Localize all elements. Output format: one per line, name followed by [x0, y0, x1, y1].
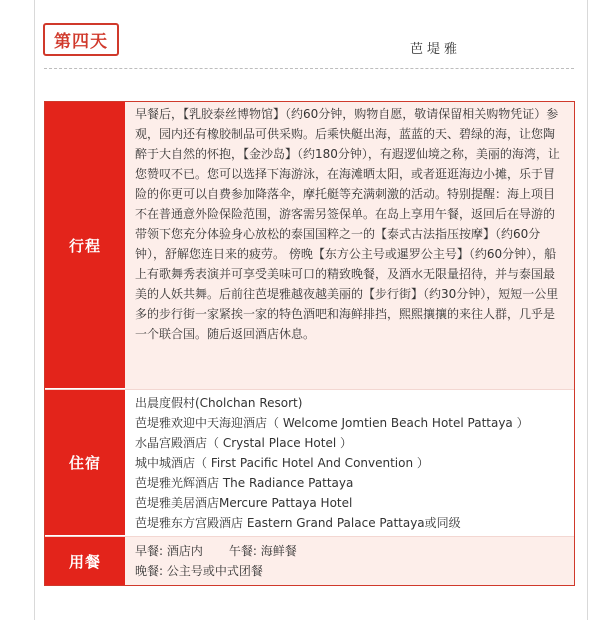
dashed-divider [44, 68, 574, 69]
hotel-list [125, 390, 574, 536]
meal-label: 用餐 [45, 537, 125, 585]
hotel-item: 芭堤雅东方宫殿酒店 Eastern Grand Palace Pattaya或同级 [135, 516, 461, 530]
hotel-item: 城中城酒店（ First Pacific Hotel And Convention ） [135, 456, 429, 470]
dinner-text: 晚餐: 公主号或中式团餐 [135, 564, 263, 578]
schedule-label: 行程 [45, 102, 125, 389]
day-city: 芭堤雅 [410, 42, 462, 57]
hotel-row [45, 390, 574, 537]
meal-list [125, 537, 574, 585]
day-badge: 第四天 [43, 23, 119, 56]
meal-row [45, 537, 574, 585]
meal-line-1 [135, 541, 566, 561]
meal-line-2 [135, 561, 566, 581]
lunch-text: 午餐: 海鲜餐 [228, 544, 297, 558]
schedule-text: 早餐后，【乳胶泰丝博物馆】（约60分钟，购物自愿，敬请保留相关购物凭证）参观，园内还有橡胶制品可供采购。后乘快艇出海，蓝蓝的天、碧绿的海，让您陶醉于大自然的怀抱，【金沙岛】（约180分钟），有遐逻仙境之称，美丽的海湾，让您赞叹不已。您可以选择下海游泳，在海滩晒太阳，或者逛逛海边小摊，乐于冒险的你更可以自费参加降落伞，摩托艇等充满刺激的活动。特别提醒：海上项目不在普通意外险保险范围，游客需另签保单。在岛上享用午餐，返回后在导游的带领下您充分体验身心放松的泰国国粹之一的【泰式古法指压按摩】（约60分钟），舒解您连日来的疲劳。 傍晚【东方公主号或暹罗公主号】（约60分钟），船上有歌舞秀表演并可享受美味可口的精致晚餐，及酒水无限量招待，并与泰国最美的人妖共舞。后前往芭堤雅越夜越美丽的【步行街】（约30分钟），短短一公里多的步行街一家紧挨一家的特色酒吧和海鲜排挡，熙熙攘攘的来往人群，几乎是一个联合国。随后返回酒店休息。 [125, 102, 574, 389]
schedule-row [45, 102, 574, 390]
hotel-item: 芭堤雅光辉酒店 The Radiance Pattaya [135, 476, 354, 490]
itinerary-table [44, 101, 575, 586]
hotel-item: 芭堤雅美居酒店Mercure Pattaya Hotel [135, 496, 353, 510]
hotel-label: 住宿 [45, 390, 125, 536]
hotel-item: 芭堤雅欢迎中天海迎酒店（ Welcome Jomtien Beach Hotel Pattaya ） [135, 416, 529, 430]
hotel-item: 出晨度假村(Cholchan Resort) [135, 396, 303, 410]
hotel-item: 水晶宫殿酒店（ Crystal Place Hotel ） [135, 436, 353, 450]
breakfast-text: 早餐: 酒店内 [135, 544, 203, 558]
